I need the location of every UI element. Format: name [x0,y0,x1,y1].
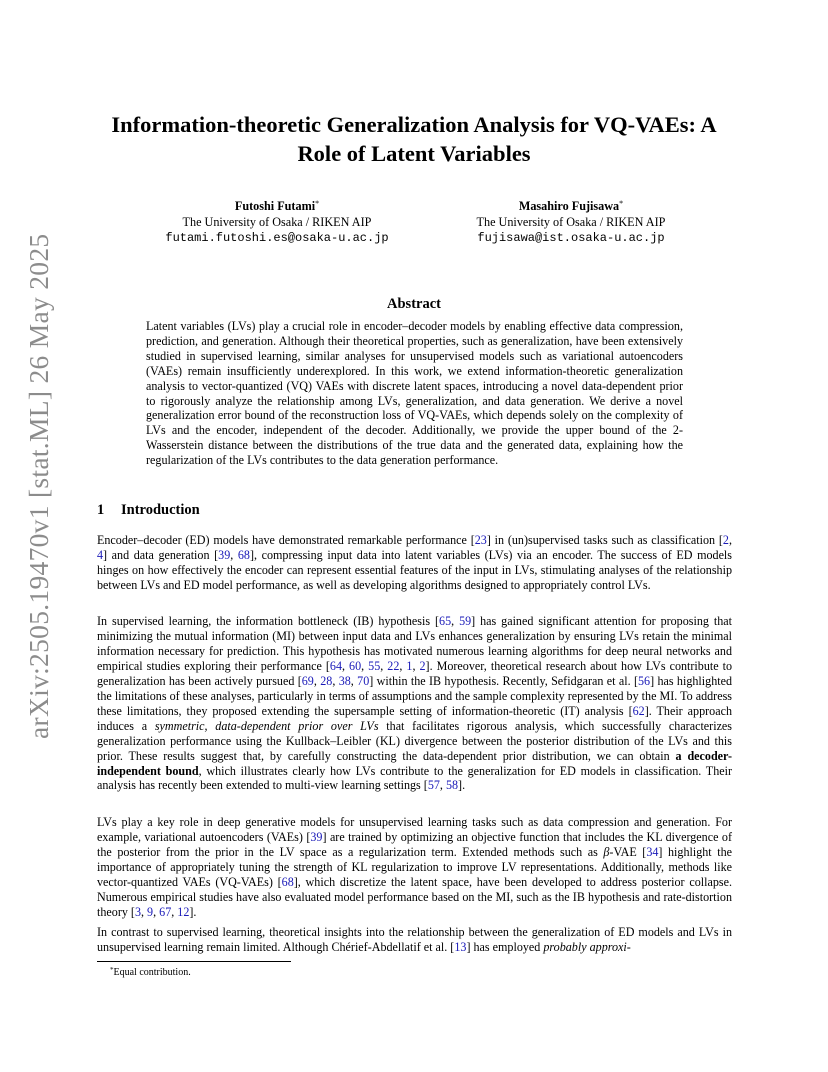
text-run: , [342,658,350,673]
text-run: , [141,904,148,919]
author-affiliation: The University of Osaka / RIKEN AIP [182,215,372,229]
citation-link[interactable]: 67 [159,904,172,919]
section-heading [97,501,497,519]
text-run: ] in (un)supervised tasks such as classification [ [486,533,723,547]
body-paragraph [97,533,732,593]
text-run: , [171,904,178,919]
citation-link[interactable]: 59 [459,614,472,628]
text-run: ]. [458,778,466,793]
citation-link[interactable]: 12 [177,904,190,919]
citation-link[interactable]: 64 [329,658,343,673]
citation-link[interactable]: 69 [301,673,314,688]
text-run: , [439,778,446,793]
citation-link[interactable]: 34 [646,844,659,859]
text-run: , [153,904,160,919]
section-number: 1 [97,502,105,518]
citation-link[interactable]: 70 [357,673,370,688]
text-run: , [361,658,369,673]
text-run: In contrast to supervised learning, theoretical insights into the relationship between the generalization of ED models and LVs in unsupervised learning remain limited. Although Chérief-Abdellatif et al. [ [97,925,732,954]
text-run: ], which discretize the latent space, have been developed to address posterior collapse. Numerous empirical studies have also evaluated model performance based on the MI, such as the IB hypothesis and rate-distortion theory [ [97,874,732,919]
body-paragraph [97,614,732,793]
text-run: that facilitates rigorous analysis, which successfully characterizes generalization performance using the Kullback–Leibler (KL) divergence between the posterior distribution of the LVs and this prior. These results suggest that, by carefully constructing the data-dependent prior distribution, we can obtain [97,718,733,763]
text-run: In supervised learning, the information bottleneck (IB) hypothesis [ [97,614,440,628]
citation-link[interactable]: 1 [406,658,413,673]
text-run: ] are trained by optimizing an objective function that includes the KL divergence of the posterior from the prior in the LV space as a regularization term. Extended methods such as [97,829,732,859]
footnote [110,964,510,979]
abstract-heading: Abstract [387,296,441,312]
text-run: , [380,658,388,673]
citation-link[interactable]: 55 [368,658,381,673]
bold-text: a decoder-independent bound [97,748,732,778]
section-title: Introduction [121,502,200,518]
text-run: ]. Their approach induces a [97,703,732,733]
text-run: , [399,658,407,673]
citation-link[interactable]: 13 [454,939,467,954]
citation-link[interactable]: 22 [387,658,400,673]
text-run: , [313,673,321,688]
text-run: ] has highlighted the limitations of these analyses, particularly in terms of assumptions and the sample complexity represented by the MI. To address these limitations, they proposed extending the supersample setting of information-theoretic (IT) analysis [ [97,673,733,718]
citation-link[interactable]: 65 [439,614,452,628]
citation-link[interactable]: 2 [722,533,729,547]
citation-link[interactable]: 39 [310,829,323,844]
citation-link[interactable]: 23 [474,533,487,547]
text-run: ]. [189,904,197,919]
citation-link[interactable]: 2 [419,658,426,673]
citation-link[interactable]: 56 [638,673,651,688]
citation-link[interactable]: 60 [349,658,362,673]
footnote-divider [97,961,291,962]
citation-link[interactable]: 58 [445,778,459,793]
citation-link[interactable]: 4 [97,547,104,562]
author-block [146,196,408,246]
citation-link[interactable]: 39 [218,547,231,562]
footnote-text: Equal contribution. [113,967,191,978]
text-run: , which illustrates clearly how LVs contribute to the generalization for ED models in classification. Their analysis has recently been extended to multi-view learning settings [ [97,763,732,793]
text-run: ] has employed [466,939,544,954]
author-name: Masahiro Fujisawa* [518,199,624,213]
paper-title: Information-theoretic Generalization Analysis for VQ-VAEs: A Role of Latent Variables [111,112,717,166]
text-run: ], compressing input data into latent variables (LVs) via an encoder. The success of ED models hinges on how effectively the encoder can represent essential features of the input in LVs, stimulating analyses of the relationship between LVs and ED model performance, as well as developing algorithms designed to appropriately control LVs. [97,547,732,592]
citation-link[interactable]: 62 [632,703,645,718]
citation-link[interactable]: 9 [147,904,154,919]
text-run: LVs play a key role in deep generative models for unsupervised learning tasks such as data compression and generation. For example, variational autoencoders (VAEs) [ [97,815,732,844]
citation-link[interactable]: 28 [320,673,333,688]
citation-link[interactable]: 38 [338,673,351,688]
body-paragraph [97,925,732,955]
author-affiliation: The University of Osaka / RIKEN AIP [476,215,666,229]
text-run: , [728,533,732,547]
text-run: , [332,673,339,688]
body-paragraph [97,815,732,920]
text-run: Encoder–decoder (ED) models have demonstrated remarkable performance [ [97,533,475,547]
abstract-text: Latent variables (LVs) play a crucial role in encoder–decoder models by enabling effective data compression, prediction, and generation. Although their theoretical properties, such as generalization, have been extensively studied in supervised learning, similar analyses for unsupervised models such as variational autoencoders (VAEs) remain insufficiently underexplored. In this work, we extend information-theoretic generalization analysis to vector-quantized (VQ) VAEs with discrete latent spaces, introducing a novel data-dependent prior to rigorously analyze the relationship among LVs, generalization, and data generation. We derive a novel generalization error bound of the reconstruction loss of VQ-VAEs, which depends solely on the complexity of LVs and the encoder, independent of the decoder. Additionally, we provide the upper bound of the 2-Wasserstein distance between the distributions of the true data and the generated data, explaining how the regularization of the LVs contributes to the data generation performance. [146,319,683,468]
footnote-mark: * [110,966,114,974]
citation-link[interactable]: 68 [281,874,294,889]
citation-link[interactable]: 3 [134,904,141,919]
text-run: ]. Moreover, theoretical research about how LVs contribute to generalization has been actively pursued [ [97,658,733,688]
text-run: ] and data generation [ [103,547,219,562]
text-run: ] within the IB hypothesis. Recently, Sefidgaran et al. [ [369,673,638,688]
italic-text: β [603,844,610,859]
italic-text: probably approxi- [543,939,631,954]
author-name: Futoshi Futami* [234,199,320,213]
author-email: fujisawa@ist.osaka-u.ac.jp [477,231,665,245]
text-run: , [412,658,420,673]
text-run: , [451,614,460,628]
text-run: -VAE [ [609,844,647,859]
citation-link[interactable]: 68 [237,547,250,562]
text-run: ] has gained significant attention for proposing that minimizing the mutual information (MI) between input data and LVs enhances generalization by ensuring LVs retain the minimal information necessary for prediction. This hypothesis has motivated numerous learning algorithms for deep neural networks and empirical studies exploring their performance [ [97,614,732,673]
italic-text: symmetric, data-dependent prior over LVs [154,718,379,733]
text-run: , [230,547,238,562]
text-run: ] highlight the importance of appropriately tuning the strength of KL regularization to improve LV representations. Additionally, methods like vector-quantized VAEs (VQ-VAEs) [ [97,844,732,889]
arxiv-identifier: arXiv:2505.19470v1 [stat.ML] 26 May 2025 [23,233,54,739]
citation-link[interactable]: 57 [427,778,440,793]
author-email: futami.futoshi.es@osaka-u.ac.jp [165,231,389,245]
author-block [440,196,702,246]
text-run: , [350,673,358,688]
